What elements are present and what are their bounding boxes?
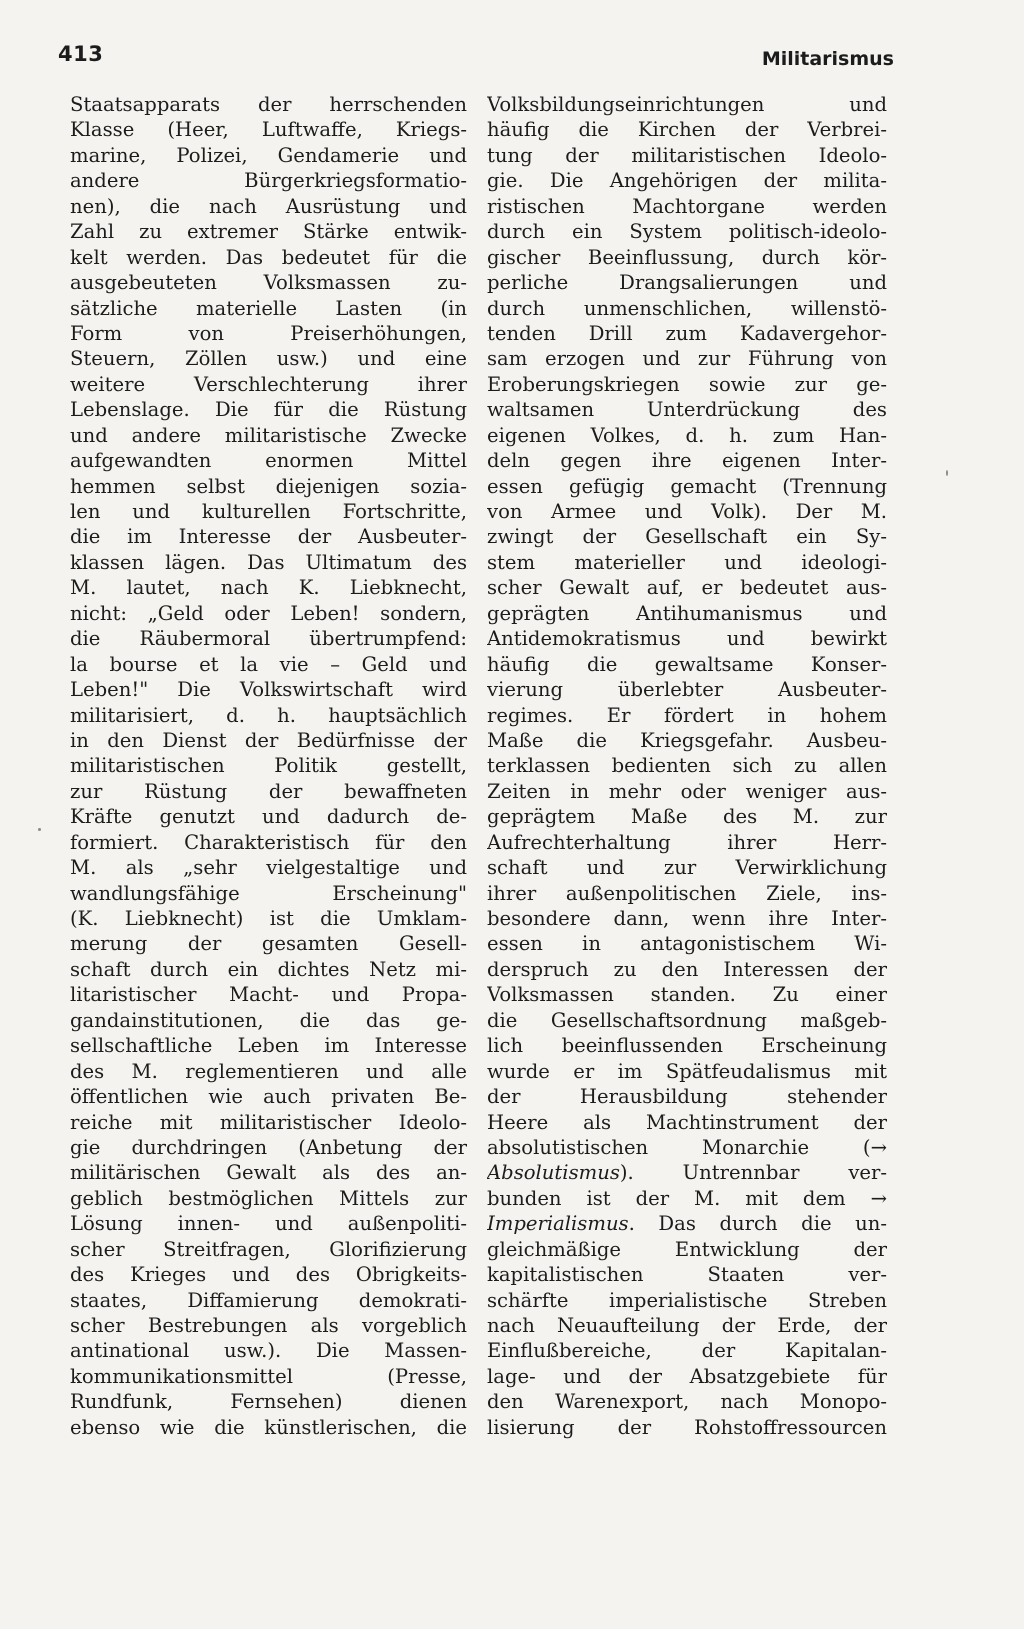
text-line: len und kulturellen Fortschritte,: [70, 500, 467, 523]
text-line: ihrer außenpolitischen Ziele, ins-: [487, 881, 887, 905]
text-line: scher Gewalt auf, er bedeutet aus-: [487, 576, 887, 600]
scan-mark: [946, 470, 948, 476]
text-line: den Warenexport, nach Monopo-: [487, 1390, 887, 1414]
text-line: essen in antagonistischem Wi-: [487, 932, 887, 956]
text-line: formiert. Charakteristisch für den: [70, 830, 467, 854]
text-line: vierung überlebter Ausbeuter-: [487, 678, 887, 702]
text-line: klassen lägen. Das Ultimatum des: [70, 550, 467, 574]
text-line: häufig die Kirchen der Verbrei-: [487, 118, 887, 142]
text-line: Form von Preiserhöhungen,: [70, 321, 467, 345]
text-line: Zahl zu extremer Stärke entwik-: [70, 220, 467, 244]
text-line: sam erzogen und zur Führung von: [487, 347, 887, 371]
text-line: durch unmenschlichen, willenstö-: [487, 296, 887, 320]
text-line: tung der militaristischen Ideolo-: [487, 143, 887, 167]
text-line: sellschaftliche Leben im Interesse: [70, 1034, 467, 1058]
text-line: lich beeinflussenden Erscheinung: [487, 1034, 887, 1058]
text-line: staates, Diffamierung demokrati-: [70, 1288, 467, 1312]
text-line: merung der gesamten Gesell-: [70, 932, 467, 956]
text-line: Aufrechterhaltung ihrer Herr-: [487, 830, 887, 854]
text-line: Volksbildungseinrichtungen und: [487, 93, 887, 116]
text-line: Absolutismus). Untrennbar ver-: [487, 1161, 887, 1185]
text-line: deln gegen ihre eigenen Inter-: [487, 449, 887, 473]
text-line: andere Bürgerkriegsformatio-: [70, 169, 467, 193]
text-line: zur Rüstung der bewaffneten: [70, 779, 467, 803]
text-line: gandainstitutionen, die das ge-: [70, 1008, 467, 1032]
text-line: nicht: „Geld oder Leben! sondern,: [70, 601, 467, 625]
text-line: marine, Polizei, Gendamerie und: [70, 143, 467, 167]
text-line: die Räubermoral übertrumpfend:: [70, 627, 467, 651]
text-line: Steuern, Zöllen usw.) und eine: [70, 347, 467, 371]
text-line: eigenen Volkes, d. h. zum Han-: [487, 423, 887, 447]
text-line: ausgebeuteten Volksmassen zu-: [70, 271, 467, 295]
text-line: waltsamen Unterdrückung des: [487, 398, 887, 422]
page-number: 413: [58, 42, 104, 66]
text-line: absolutistischen Monarchie (→: [487, 1135, 887, 1159]
text-line: antinational usw.). Die Massen-: [70, 1339, 467, 1363]
text-line: scher Streitfragen, Glorifizierung: [70, 1237, 467, 1261]
right-column: [487, 92, 887, 1440]
text-line: der Herausbildung stehender: [487, 1085, 887, 1109]
text-line: Rundfunk, Fernsehen) dienen: [70, 1390, 467, 1414]
text-line: sätzliche materielle Lasten (in: [70, 296, 467, 320]
text-line: Lebenslage. Die für die Rüstung: [70, 398, 467, 422]
text-line: weitere Verschlechterung ihrer: [70, 372, 467, 396]
text-line: öffentlichen wie auch privaten Be-: [70, 1085, 467, 1109]
text-line: wandlungsfähige Erscheinung": [70, 881, 467, 905]
text-line: die im Interesse der Ausbeuter-: [70, 525, 467, 549]
text-line: stem materieller und ideologi-: [487, 550, 887, 574]
text-line: gleichmäßige Entwicklung der: [487, 1237, 887, 1261]
text-line: die Gesellschaftsordnung maßgeb-: [487, 1008, 887, 1032]
text-line: Staatsapparats der herrschenden: [70, 93, 467, 116]
text-line: Imperialismus. Das durch die un-: [487, 1212, 887, 1236]
text-line: in den Dienst der Bedürfnisse der: [70, 728, 467, 752]
text-line: M. lautet, nach K. Liebknecht,: [70, 576, 467, 600]
text-line: von Armee und Volk). Der M.: [487, 500, 887, 523]
text-line: kapitalistischen Staaten ver-: [487, 1263, 887, 1287]
text-line: zwingt der Gesellschaft ein Sy-: [487, 525, 887, 549]
text-line: geprägten Antihumanismus und: [487, 601, 887, 625]
text-line: Einflußbereiche, der Kapitalan-: [487, 1339, 887, 1363]
text-line: des M. reglementieren und alle: [70, 1059, 467, 1083]
text-line: und andere militaristische Zwecke: [70, 423, 467, 447]
text-line: militärischen Gewalt als des an-: [70, 1161, 467, 1185]
text-line: wurde er im Spätfeudalismus mit: [487, 1059, 887, 1083]
text-line: schaft und zur Verwirklichung: [487, 856, 887, 880]
text-line: tenden Drill zum Kadavergehor-: [487, 321, 887, 345]
text-line: gischer Beeinflussung, durch kör-: [487, 245, 887, 269]
text-line: geblich bestmöglichen Mittels zur: [70, 1186, 467, 1210]
text-line: lage- und der Absatzgebiete für: [487, 1364, 887, 1388]
text-line: kommunikationsmittel (Presse,: [70, 1364, 467, 1388]
text-line: Kräfte genutzt und dadurch de-: [70, 805, 467, 829]
text-line: hemmen selbst diejenigen sozia-: [70, 474, 467, 498]
text-line: ristischen Machtorgane werden: [487, 194, 887, 218]
text-line: aufgewandten enormen Mittel: [70, 449, 467, 473]
text-line: derspruch zu den Interessen der: [487, 957, 887, 981]
text-line: des Krieges und des Obrigkeits-: [70, 1263, 467, 1287]
text-line: litaristischer Macht- und Propa-: [70, 983, 467, 1007]
text-line: nach Neuaufteilung der Erde, der: [487, 1314, 887, 1337]
text-line: durch ein System politisch-ideolo-: [487, 220, 887, 244]
text-line: essen gefügig gemacht (Trennung: [487, 474, 887, 498]
text-line: Klasse (Heer, Luftwaffe, Kriegs-: [70, 118, 467, 142]
text-line: gie. Die Angehörigen der milita-: [487, 169, 887, 193]
text-line: Lösung innen- und außenpoliti-: [70, 1212, 467, 1236]
running-head: Militarismus: [761, 48, 894, 70]
left-column: [70, 92, 467, 1440]
text-line: Eroberungskriegen sowie zur ge-: [487, 372, 887, 396]
text-line: bunden ist der M. mit dem →: [487, 1186, 887, 1210]
text-line: Leben!" Die Volkswirtschaft wird: [70, 678, 467, 702]
text-line: la bourse et la vie – Geld und: [70, 652, 467, 676]
text-line: Zeiten in mehr oder weniger aus-: [487, 779, 887, 803]
text-line: (K. Liebknecht) ist die Umklam-: [70, 907, 467, 930]
text-line: militaristischen Politik gestellt,: [70, 754, 467, 778]
text-line: Heere als Machtinstrument der: [487, 1110, 887, 1134]
text-line: besondere dann, wenn ihre Inter-: [487, 907, 887, 930]
text-line: regimes. Er fördert in hohem: [487, 703, 887, 727]
text-line: häufig die gewaltsame Konser-: [487, 652, 887, 676]
text-line: nen), die nach Ausrüstung und: [70, 194, 467, 218]
text-line: perliche Drangsalierungen und: [487, 271, 887, 295]
text-line: Antidemokratismus und bewirkt: [487, 627, 887, 651]
text-line: ebenso wie die künstlerischen, die: [70, 1415, 467, 1439]
text-line: lisierung der Rohstoffressourcen: [487, 1415, 887, 1439]
text-line: Maße die Kriegsgefahr. Ausbeu-: [487, 728, 887, 752]
text-line: militarisiert, d. h. hauptsächlich: [70, 703, 467, 727]
scan-mark: [38, 828, 41, 831]
text-line: scher Bestrebungen als vorgeblich: [70, 1314, 467, 1337]
text-line: schärfte imperialistische Streben: [487, 1288, 887, 1312]
text-line: reiche mit militaristischer Ideolo-: [70, 1110, 467, 1134]
text-line: terklassen bedienten sich zu allen: [487, 754, 887, 778]
text-line: M. als „sehr vielgestaltige und: [70, 856, 467, 880]
text-line: Volksmassen standen. Zu einer: [487, 983, 887, 1007]
text-line: schaft durch ein dichtes Netz mi-: [70, 957, 467, 981]
text-line: geprägtem Maße des M. zur: [487, 805, 887, 829]
text-line: gie durchdringen (Anbetung der: [70, 1135, 467, 1159]
text-line: kelt werden. Das bedeutet für die: [70, 245, 467, 269]
